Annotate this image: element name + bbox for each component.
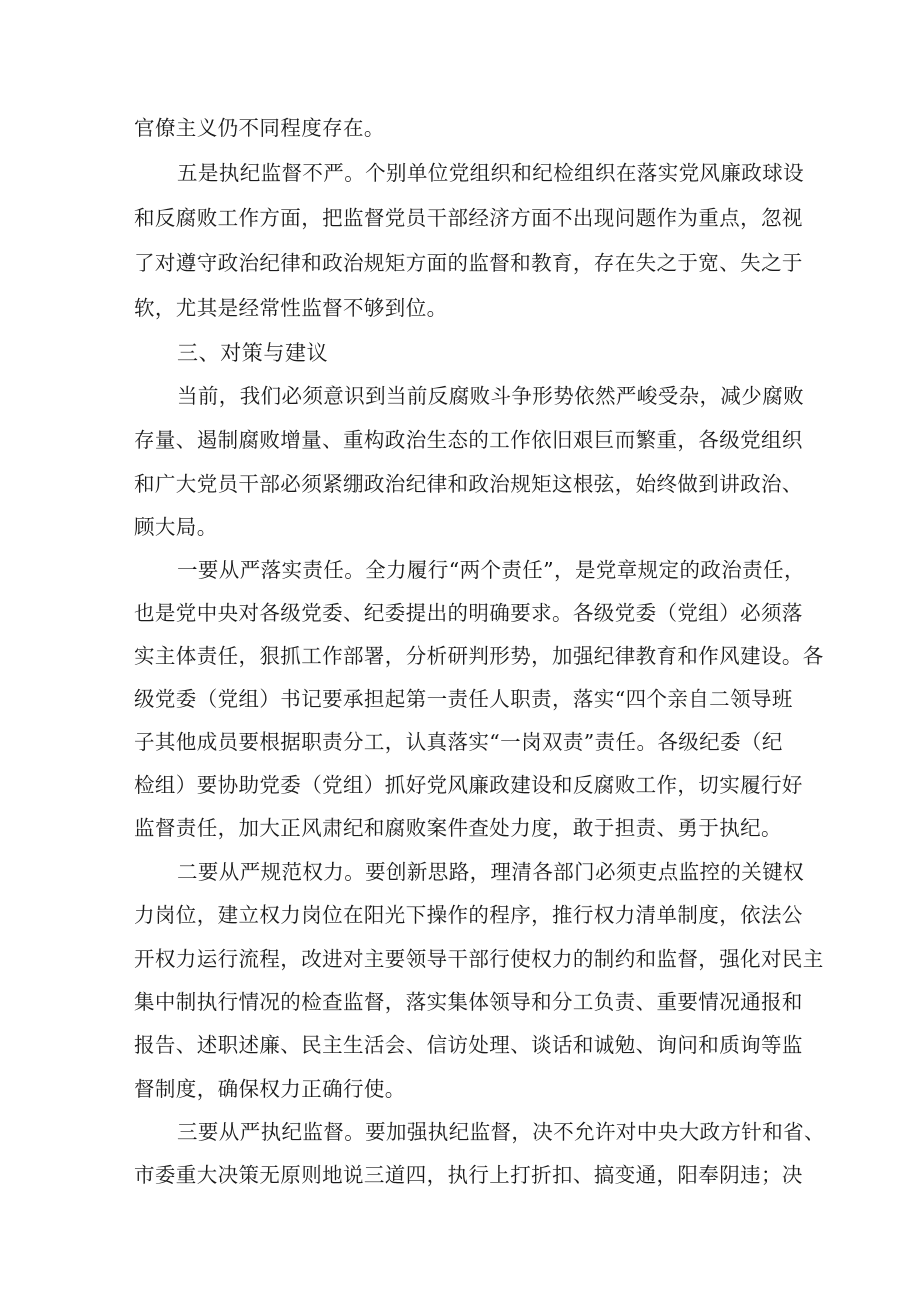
text-line: 力岗位，建立权力岗位在阳光下操作的程序，推行权力清单制度，依法公 bbox=[134, 903, 803, 927]
text-line: 存量、遏制腐败增量、重构政治生态的工作依旧艰巨而繁重，各级党组织 bbox=[134, 428, 803, 452]
text-line: 当前，我们必须意识到当前反腐败斗争形势依然严峻受杂，减少腐败 bbox=[177, 384, 804, 408]
text-line: 和广大党员干部必须紧绷政治纪律和政治规矩这根弦，始终做到讲政治、 bbox=[134, 472, 803, 496]
text-line: 报告、述职述廉、民主生活会、信访处理、谈话和诚勉、询问和质询等监 bbox=[134, 1033, 803, 1057]
text-line: 官僚主义仍不同程度存在。 bbox=[134, 116, 385, 140]
text-line: 顾大局。 bbox=[134, 515, 218, 539]
text-line: 集中制执行情况的检查监督，落实集体领导和分工负责、重要情况通报和 bbox=[134, 990, 803, 1014]
text-line: 也是党中央对各级党委、纪委提出的明确要求。各级党委（党组）必须落 bbox=[134, 601, 803, 625]
text-line: 级党委（党组）书记要承担起第一责任人职责，落实“四个亲自二领导班 bbox=[134, 687, 793, 711]
text-line: 实主体责任，狠抓工作部署，分析研判形势，加强纪律教育和作风建设。各 bbox=[134, 644, 824, 668]
text-line: 市委重大决策无原则地说三道四，执行上打折扣、搞变通，阳奉阴违；决 bbox=[134, 1163, 803, 1187]
text-line: 了对遵守政治纪律和政治规矩方面的监督和教育，存在失之于宽、失之于 bbox=[134, 251, 803, 275]
text-line: 二要从严规范权力。要创新思路，理清各部门必须吏点监控的关键权 bbox=[177, 860, 804, 884]
text-line: 检组）要协助党委（党组）抓好党风廉政建设和反腐败工作，切实履行好 bbox=[134, 773, 803, 797]
text-line: 开权力运行流程，改进对主要领导干部行使权力的制约和监督，强化对民主 bbox=[134, 947, 824, 971]
section-heading: 三、对策与建议 bbox=[177, 341, 329, 365]
text-line: 五是执纪监督不严。个别单位党组织和纪检组织在落实党风廉政球设 bbox=[177, 161, 804, 185]
text-line: 软，尤其是经常性监督不够到位。 bbox=[134, 296, 448, 320]
text-line: 监督责任，加大正风肃纪和腐败案件查处力度，敢于担责、勇于执纪。 bbox=[134, 816, 782, 840]
text-line: 三要从严执纪监督。要加强执纪监督，决不允许对中央大政方针和省、 bbox=[177, 1120, 825, 1144]
text-line: 和反腐败工作方面，把监督党员干部经济方面不出现问题作为重点，忽视 bbox=[134, 206, 803, 230]
text-line: 子其他成员要根据职责分工，认真落实“一岗双责”责任。各级纪委（纪 bbox=[134, 730, 783, 754]
text-line: 督制度，确保权力正确行使。 bbox=[134, 1077, 406, 1101]
text-line: 一要从严落实责任。全力履行“两个责任”，是党章规定的政治责任， bbox=[177, 558, 805, 582]
